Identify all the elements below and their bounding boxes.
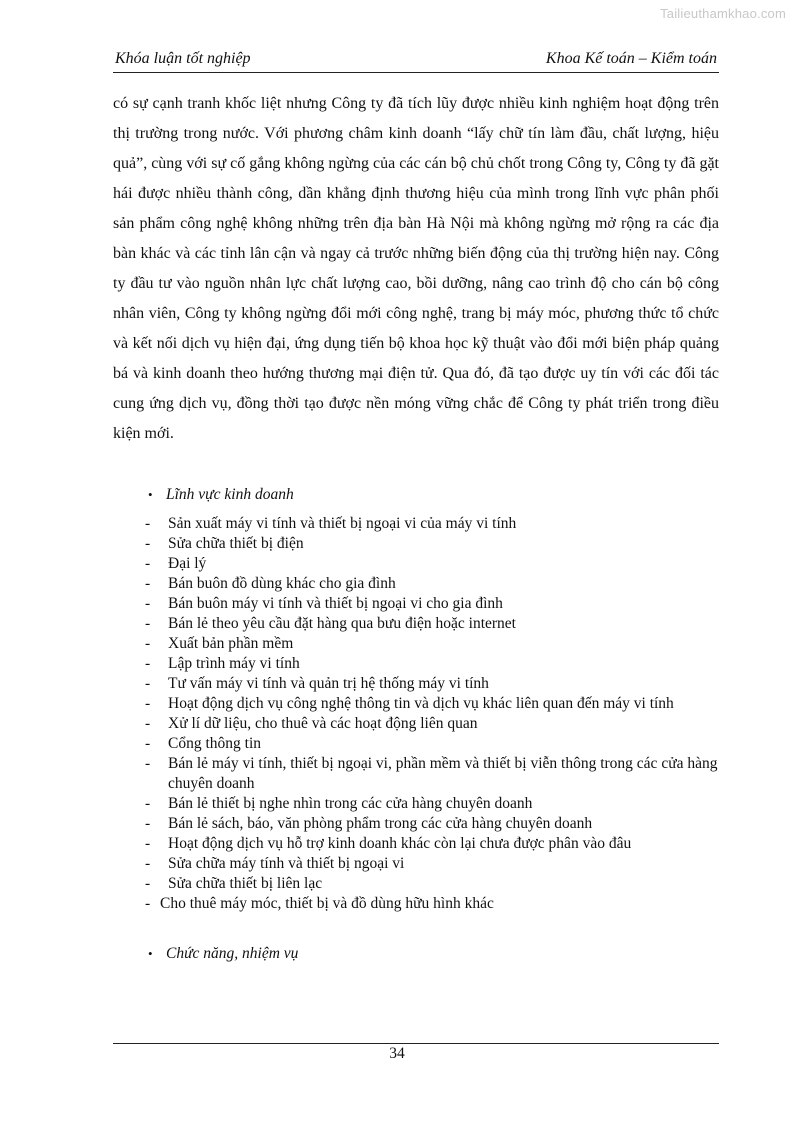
list-item-text: Sửa chữa máy tính và thiết bị ngoại vi bbox=[168, 855, 405, 872]
list-item-text: Bán buôn máy vi tính và thiết bị ngoại vi cho gia đình bbox=[168, 595, 503, 612]
list-item-text: Đại lý bbox=[168, 555, 207, 572]
list-item bbox=[113, 514, 719, 534]
list-item bbox=[113, 654, 719, 674]
list-item-text: Bán buôn đồ dùng khác cho gia đình bbox=[168, 575, 396, 592]
list-item bbox=[113, 634, 719, 654]
dash-marker: - bbox=[145, 695, 151, 712]
dash-marker: - bbox=[145, 635, 151, 652]
page-number: 34 bbox=[389, 1045, 405, 1062]
business-section-heading bbox=[148, 486, 294, 504]
list-item bbox=[113, 834, 719, 854]
list-item-text: Sản xuất máy vi tính và thiết bị ngoại vi của máy vi tính bbox=[168, 515, 517, 532]
list-item bbox=[113, 614, 719, 634]
dash-marker: - bbox=[145, 855, 151, 872]
list-item-text: Xử lí dữ liệu, cho thuê và các hoạt động liên quan bbox=[168, 715, 478, 732]
dash-marker: - bbox=[145, 555, 151, 572]
list-item bbox=[113, 754, 719, 794]
dash-marker: - bbox=[145, 575, 151, 592]
dash-marker: - bbox=[145, 655, 151, 672]
list-item-text: Bán lẻ máy vi tính, thiết bị ngoại vi, phần mềm và thiết bị viễn thông trong các cửa hàng chuyên doanh bbox=[168, 755, 718, 792]
header-right-title: Khoa Kế toán – Kiểm toán bbox=[545, 50, 717, 67]
list-item-text: Lập trình máy vi tính bbox=[168, 655, 300, 672]
intro-paragraph: có sự cạnh tranh khốc liệt nhưng Công ty đã tích lũy được nhiều kinh nghiệm hoạt động trên thị trường trong nước. Với phương châm kinh doanh “lấy chữ tín làm đầu, chất lượng, hiệu quả”, cùng với sự cố gắng không ngừng của các cán bộ chủ chốt trong Công ty, Công ty đã gặt hái được nhiều thành công, dần khẳng định thương hiệu của mình trong lĩnh vực phân phối sản phẩm công nghệ không những trên địa bàn Hà Nội mà không ngừng mở rộng ra các địa bàn khác và các tỉnh lân cận và ngay cả trước những biến động của thị trường hiện nay. Công ty đầu tư vào nguồn nhân lực chất lượng cao, bồi dưỡng, nâng cao trình độ cho cán bộ công nhân viên, Công ty không ngừng đổi mới công nghệ, trang bị máy móc, phương thức tổ chức và kết nối dịch vụ hiện đại, ứng dụng tiến bộ khoa học kỹ thuật vào đổi mới biện pháp quảng bá và kinh doanh theo hướng thương mại điện tử. Qua đó, đã tạo được uy tín với các đối tác cung ứng dịch vụ, đồng thời tạo được nền móng vững chắc để Công ty phát triển trong điều kiện mới. bbox=[113, 95, 719, 442]
list-item bbox=[113, 714, 719, 734]
business-activities-list bbox=[113, 514, 719, 914]
list-item-text: Tư vấn máy vi tính và quản trị hệ thống máy vi tính bbox=[168, 675, 489, 692]
dash-marker: - bbox=[145, 515, 151, 532]
list-item bbox=[113, 854, 719, 874]
list-item-text: Bán lẻ sách, báo, văn phòng phẩm trong các cửa hàng chuyên doanh bbox=[168, 815, 593, 832]
list-item-text: Hoạt động dịch vụ công nghệ thông tin và dịch vụ khác liên quan đến máy vi tính bbox=[168, 695, 674, 712]
list-item bbox=[113, 734, 719, 754]
dash-marker: - bbox=[145, 715, 151, 732]
bullet-icon: • bbox=[148, 946, 153, 961]
list-item-text: Sửa chữa thiết bị điện bbox=[168, 535, 304, 552]
dash-marker: - bbox=[145, 755, 151, 772]
list-item-text: Sửa chữa thiết bị liên lạc bbox=[168, 875, 323, 892]
list-item bbox=[113, 874, 719, 894]
dash-marker: - bbox=[145, 875, 151, 892]
business-heading-text: Lĩnh vực kinh doanh bbox=[166, 486, 294, 503]
dash-marker: - bbox=[145, 535, 151, 552]
list-item bbox=[113, 814, 719, 834]
list-item-text: Bán lẻ theo yêu cầu đặt hàng qua bưu điện hoặc internet bbox=[168, 615, 516, 632]
list-item bbox=[113, 554, 719, 574]
dash-marker: - bbox=[145, 615, 151, 632]
dash-marker: - bbox=[145, 675, 151, 692]
dash-marker: - bbox=[145, 815, 151, 832]
bullet-icon: • bbox=[148, 487, 153, 502]
functions-section-heading bbox=[148, 945, 298, 963]
list-item bbox=[113, 794, 719, 814]
list-item-text: Cho thuê máy móc, thiết bị và đồ dùng hữu hình khác bbox=[160, 895, 494, 912]
list-item-text: Hoạt động dịch vụ hỗ trợ kinh doanh khác còn lại chưa được phân vào đâu bbox=[168, 835, 632, 852]
list-item bbox=[113, 534, 719, 554]
list-item bbox=[113, 574, 719, 594]
list-item bbox=[113, 674, 719, 694]
list-item-text: Xuất bản phần mềm bbox=[168, 635, 294, 652]
page-header bbox=[113, 50, 719, 73]
header-left-title: Khóa luận tốt nghiệp bbox=[115, 50, 251, 67]
list-item-text: Cổng thông tin bbox=[168, 735, 262, 752]
list-item bbox=[113, 594, 719, 614]
dash-marker: - bbox=[145, 735, 151, 752]
watermark: Tailieuthamkhao.com bbox=[660, 6, 786, 21]
dash-marker: - bbox=[145, 895, 151, 912]
list-item bbox=[113, 894, 719, 914]
functions-heading-text: Chức năng, nhiệm vụ bbox=[166, 945, 299, 962]
dash-marker: - bbox=[145, 835, 151, 852]
dash-marker: - bbox=[145, 595, 151, 612]
dash-marker: - bbox=[145, 795, 151, 812]
footer-divider bbox=[113, 1043, 719, 1044]
list-item-text: Bán lẻ thiết bị nghe nhìn trong các cửa hàng chuyên doanh bbox=[168, 795, 533, 812]
list-item bbox=[113, 694, 719, 714]
